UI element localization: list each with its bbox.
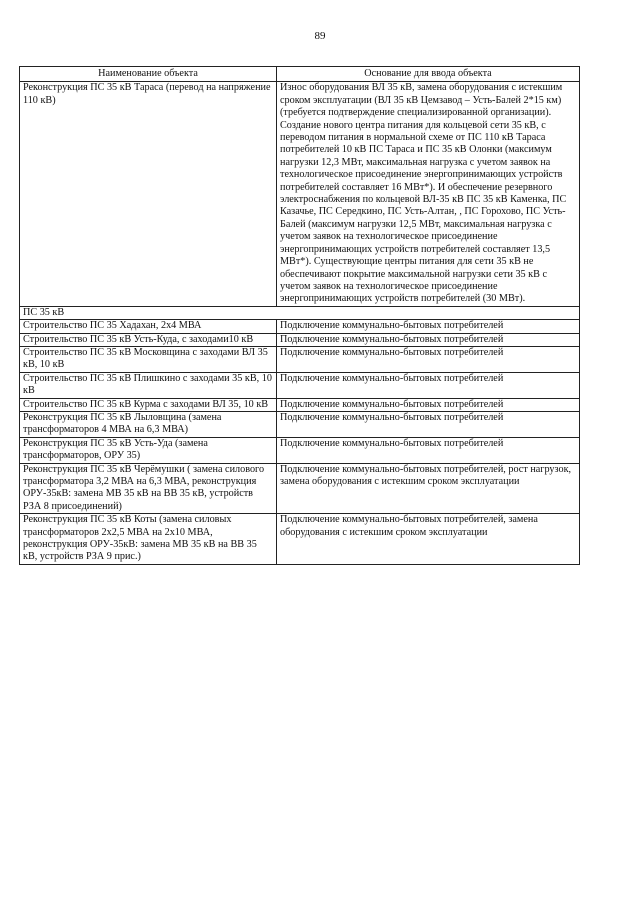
row-object-name: Строительство ПС 35 кВ Плишкино с заходами 35 кВ, 10 кВ — [20, 372, 277, 398]
table-header-row — [20, 67, 580, 82]
row-basis: Подключение коммунально-бытовых потребителей, рост нагрузок, замена оборудования с истекшим сроком эксплуатации — [277, 463, 580, 514]
row-object-name: Реконструкция ПС 35 кВ Коты (замена силовых трансформаторов 2х2,5 МВА на 2х10 МВА, реконструкция ОРУ-35кВ: замена МВ 35 кВ на ВВ 35 кВ, устройств РЗА 9 прис.) — [20, 514, 277, 565]
table-row — [20, 437, 580, 463]
header-object-name: Наименование объекта — [20, 67, 277, 82]
table-row — [20, 346, 580, 372]
row-basis: Подключение коммунально-бытовых потребителей — [277, 346, 580, 372]
table-row — [20, 514, 580, 565]
row-object-name: Реконструкция ПС 35 кВ Лыловщина (замена трансформаторов 4 МВА на 6,3 МВА) — [20, 411, 277, 437]
row-basis: Подключение коммунально-бытовых потребителей — [277, 372, 580, 398]
row-basis — [277, 82, 580, 306]
objects-table — [19, 66, 580, 565]
basis-text: Износ оборудования ВЛ 35 кВ, замена оборудования с истекшим сроком эксплуатации (ВЛ 35 кВ Цемзавод – Усть-Балей 2*15 км) (требуется подтверждение специализированной организации). Создание нового центра питания для кольцевой сети 35 кВ, с переводом питания в нормальной схеме от ПС 110 кВ Тараса потребителей 10 кВ ПС Тараса и ПС 35 кВ Олонки (максимум нагрузки 12,3 МВт, максимальная нагрузка с учетом заявок на технологическое присоединение энергопринимающих устройств потребителей составляет 16 МВт*). И обеспечение резервного электроснабжения по кольцевой ВЛ-35 кВ ПС 35 кВ Каменка, ПС Казачье, ПС Середкино, ПС Усть-Алтан, , ПС Горохово, ПС Усть-Балей (максимум нагрузки 12,5 МВт, максимальная нагрузка с учетом заявок на технологическое присоединение энергопринимающих устройств потребителей составляет 13,5 МВт*). Существующие центры питания для сети 35 кВ не обеспечивают покрытие максимальной нагрузки сети 35 кВ с учетом заявок на технологическое присоединение энергопринимающих устройств потребителей (30 МВт). — [280, 82, 567, 305]
section-title: ПС 35 кВ — [20, 306, 580, 319]
table-row — [20, 320, 580, 333]
row-object-name — [20, 82, 277, 306]
table-row — [20, 463, 580, 514]
object-name-text: Реконструкция ПС 35 кВ Тараса (перевод на напряжение 110 кВ) — [23, 82, 271, 106]
table-row — [20, 398, 580, 411]
row-object-name: Строительство ПС 35 кВ Курма с заходами ВЛ 35, 10 кВ — [20, 398, 277, 411]
row-basis: Подключение коммунально-бытовых потребителей — [277, 411, 580, 437]
table-row — [20, 333, 580, 346]
row-object-name: Реконструкция ПС 35 кВ Черёмушки ( замена силового трансформатора 3,2 МВА на 6,3 МВА, реконструкция ОРУ-35кВ: замена МВ 35 кВ на ВВ 35 кВ, устройств РЗА 8 присоединений) — [20, 463, 277, 514]
row-basis: Подключение коммунально-бытовых потребителей, замена оборудования с истекшим сроком эксплуатации — [277, 514, 580, 565]
row-basis: Подключение коммунально-бытовых потребителей — [277, 320, 580, 333]
table-row — [20, 82, 580, 306]
table-row — [20, 372, 580, 398]
row-basis: Подключение коммунально-бытовых потребителей — [277, 398, 580, 411]
row-object-name: Строительство ПС 35 кВ Усть-Куда, с заходами10 кВ — [20, 333, 277, 346]
header-basis: Основание для ввода объекта — [277, 67, 580, 82]
section-row — [20, 306, 580, 319]
row-object-name: Строительство ПС 35 Хадахан, 2х4 МВА — [20, 320, 277, 333]
row-basis: Подключение коммунально-бытовых потребителей — [277, 333, 580, 346]
row-object-name: Реконструкция ПС 35 кВ Усть-Уда (замена трансформаторов, ОРУ 35) — [20, 437, 277, 463]
table-row — [20, 411, 580, 437]
row-basis: Подключение коммунально-бытовых потребителей — [277, 437, 580, 463]
row-object-name: Строительство ПС 35 кВ Московщина с заходами ВЛ 35 кВ, 10 кВ — [20, 346, 277, 372]
page-number: 89 — [314, 30, 326, 42]
